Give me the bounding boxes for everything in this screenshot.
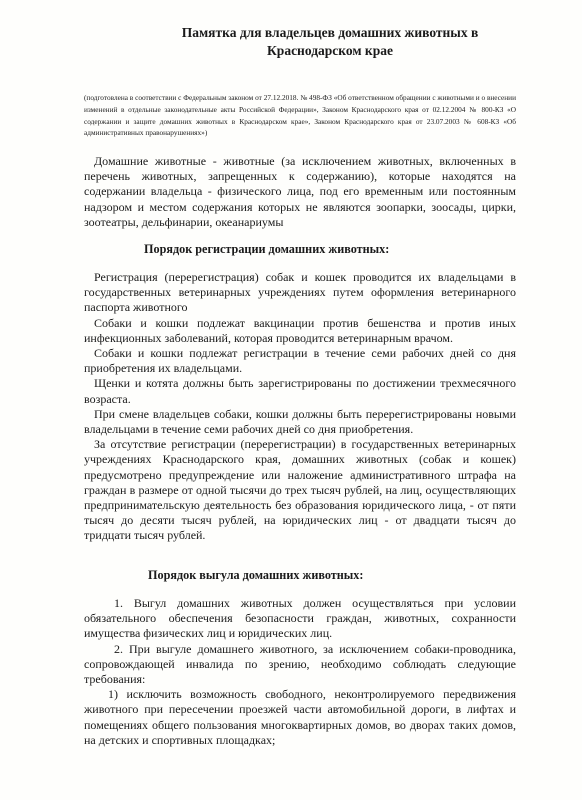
- registration-paragraph: Собаки и кошки подлежат регистрации в течение семи рабочих дней со дня приобретения их владельцами.: [84, 346, 516, 376]
- registration-heading: Порядок регистрации домашних животных:: [144, 242, 390, 256]
- registration-paragraph: Собаки и кошки подлежат вакцинации против бешенства и против иных инфекционных заболеваний, которая проводится ветеринарным врачом.: [84, 315, 516, 345]
- intro-paragraph: [84, 154, 516, 230]
- intro-text: Домашние животные - животные (за исключением животных, включенных в перечень животных, запрещенных к содержанию), которые находятся на содержании владельца - физического лица, под его временным или постоянным надзором и местом содержания которых не являются зоопарки, зоосады, цирки, зоотеатры, дельфинарии, океанариумы: [84, 154, 516, 229]
- title-line-1: Памятка для владельцев домашних животных в: [181, 25, 479, 40]
- registration-paragraph: Щенки и котята должны быть зарегистрированы по достижении трехмесячного возраста.: [84, 376, 516, 406]
- walking-item-2: 2. При выгуле домашнего животного, за исключением собаки-проводника, сопровождающей инвалида по зрению, необходимо соблюдать следующие требования:: [84, 641, 516, 687]
- legal-note: (подготовлена в соответствии с Федеральным законом от 27.12.2018. № 498-ФЗ «Об ответственном обращении с животными и о внесении изменений в отдельные законодательные акты Российской Федерации», Законом Краснодарского края от 02.12.2004 № 800-КЗ «О содержании и защите домашних животных в Краснодарском крае», Законом Краснодарского края от 23.07.2003 № 608-КЗ «Об административных правонарушениях»): [84, 93, 516, 138]
- walking-item-1: 1. Выгул домашних животных должен осуществляться при условии обязательного обеспечения безопасности граждан, животных, сохранности имущества физических лиц и юридических лиц.: [84, 596, 516, 641]
- registration-paragraph: При смене владельцев собаки, кошки должны быть перерегистрированы новыми владельцами в течение семи рабочих дней со дня приобретения.: [84, 406, 516, 437]
- registration-paragraph: Регистрация (перерегистрация) собак и кошек проводится их владельцами в государственных ветеринарных учреждениях путем оформления ветеринарного паспорта животного: [84, 270, 516, 315]
- walking-subitem-1: 1) исключить возможность свободного, неконтролируемого передвижения животного при пересечении проезжей части автомобильной дороги, в лифтах и помещениях общего пользования многоквартирных домов, во дворах таких домов, на детских и спортивных площадках;: [84, 687, 516, 747]
- title-line-2: Краснодарском крае: [267, 43, 393, 58]
- walking-heading: Порядок выгула домашних животных:: [148, 568, 364, 582]
- walking-section: [84, 596, 516, 748]
- registration-section: [84, 270, 516, 544]
- document-title: [150, 24, 510, 60]
- registration-paragraph: За отсутствие регистрации (перерегистрации) в государственных ветеринарных учреждениях Краснодарского края, домашних животных (собак и кошек) предусмотрено предупреждение или наложение административного штрафа на граждан в размере от одной тысячи до трех тысяч рублей, на лиц, осуществляющих предпринимательскую деятельность без образования юридического лица, - от пяти тысяч до десяти тысяч рублей, на юридических лиц - от двадцати тысяч до тридцати тысяч рублей.: [84, 437, 516, 543]
